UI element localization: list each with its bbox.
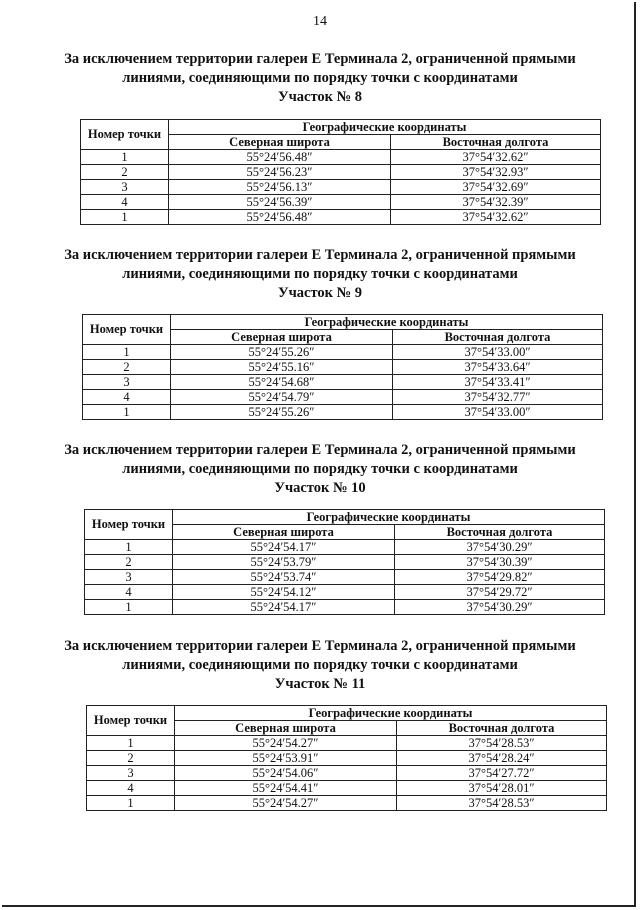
table-row [87, 781, 607, 796]
cell-lon: 37°54′32.62″ [391, 210, 601, 225]
section-heading [0, 637, 640, 694]
cell-lat: 55°24′56.48″ [169, 210, 391, 225]
table-header-row [85, 510, 605, 525]
table-row [87, 751, 607, 766]
heading-line: За исключением территории галереи Е Терминала 2, ограниченной прямыми [64, 247, 576, 263]
cell-point: 1 [81, 150, 169, 165]
cell-lon: 37°54′28.53″ [397, 796, 607, 811]
cell-lat: 55°24′54.17″ [173, 600, 395, 615]
cell-lat: 55°24′54.06″ [175, 766, 397, 781]
cell-lat: 55°24′55.26″ [171, 405, 393, 420]
cell-lon: 37°54′27.72″ [397, 766, 607, 781]
table-row [85, 540, 605, 555]
cell-point: 3 [87, 766, 175, 781]
cell-lon: 37°54′30.29″ [395, 600, 605, 615]
heading-line: линиями, соединяющими по порядку точки с координатами [122, 266, 518, 282]
header-lon: Восточная долгота [393, 330, 603, 345]
cell-lon: 37°54′28.53″ [397, 736, 607, 751]
heading-line: За исключением территории галереи Е Терминала 2, ограниченной прямыми [64, 51, 576, 67]
table-row [85, 585, 605, 600]
section-heading [0, 50, 640, 107]
cell-lat: 55°24′56.39″ [169, 195, 391, 210]
header-geo: Географические координаты [175, 706, 607, 721]
cell-lon: 37°54′32.62″ [391, 150, 601, 165]
cell-point: 4 [81, 195, 169, 210]
table-row [81, 165, 601, 180]
page-number: 14 [313, 14, 327, 29]
section-plot-10 [0, 441, 640, 614]
section-plot-9 [0, 246, 640, 419]
cell-point: 1 [87, 796, 175, 811]
cell-point: 3 [81, 180, 169, 195]
cell-lon: 37°54′29.72″ [395, 585, 605, 600]
cell-lat: 55°24′55.26″ [171, 345, 393, 360]
cell-lon: 37°54′29.82″ [395, 570, 605, 585]
table-header-row [81, 120, 601, 135]
table-row [85, 570, 605, 585]
cell-point: 4 [87, 781, 175, 796]
header-lat: Северная широта [169, 135, 391, 150]
cell-lat: 55°24′54.27″ [175, 736, 397, 751]
table-row [81, 180, 601, 195]
table-row [87, 766, 607, 781]
table-row [87, 796, 607, 811]
cell-lat: 55°24′54.79″ [171, 390, 393, 405]
cell-point: 2 [81, 165, 169, 180]
header-lon: Восточная долгота [391, 135, 601, 150]
cell-lat: 55°24′53.74″ [173, 570, 395, 585]
cell-lon: 37°54′33.00″ [393, 345, 603, 360]
cell-point: 3 [83, 375, 171, 390]
coordinates-table [86, 705, 607, 811]
header-lon: Восточная долгота [397, 721, 607, 736]
cell-lon: 37°54′32.77″ [393, 390, 603, 405]
cell-lon: 37°54′30.29″ [395, 540, 605, 555]
header-lon: Восточная долгота [395, 525, 605, 540]
header-geo: Географические координаты [169, 120, 601, 135]
heading-line: линиями, соединяющими по порядку точки с координатами [122, 657, 518, 673]
table-row [87, 736, 607, 751]
cell-point: 4 [85, 585, 173, 600]
table-row [83, 360, 603, 375]
cell-lat: 55°24′54.12″ [173, 585, 395, 600]
table-row [83, 390, 603, 405]
heading-line: За исключением территории галереи Е Терминала 2, ограниченной прямыми [64, 442, 576, 458]
table-row [81, 195, 601, 210]
heading-line: Участок № 10 [274, 480, 366, 496]
cell-point: 4 [83, 390, 171, 405]
cell-lon: 37°54′30.39″ [395, 555, 605, 570]
cell-lon: 37°54′32.39″ [391, 195, 601, 210]
cell-point: 1 [85, 600, 173, 615]
coordinates-table [84, 509, 605, 615]
section-plot-8 [0, 50, 640, 224]
heading-line: Участок № 9 [277, 285, 363, 301]
section-heading [0, 246, 640, 303]
heading-line: линиями, соединяющими по порядку точки с координатами [122, 70, 518, 86]
header-point: Номер точки [83, 315, 171, 345]
header-lat: Северная широта [171, 330, 393, 345]
cell-point: 1 [83, 345, 171, 360]
table-row [83, 375, 603, 390]
cell-lat: 55°24′53.91″ [175, 751, 397, 766]
cell-point: 2 [87, 751, 175, 766]
header-point: Номер точки [87, 706, 175, 736]
table-row [85, 555, 605, 570]
cell-lat: 55°24′53.79″ [173, 555, 395, 570]
cell-lon: 37°54′33.00″ [393, 405, 603, 420]
cell-point: 1 [83, 405, 171, 420]
cell-point: 2 [85, 555, 173, 570]
table-header-row [87, 706, 607, 721]
heading-line: За исключением территории галереи Е Терминала 2, ограниченной прямыми [64, 638, 576, 654]
section-plot-11 [0, 637, 640, 810]
cell-lat: 55°24′54.17″ [173, 540, 395, 555]
header-geo: Географические координаты [171, 315, 603, 330]
cell-lat: 55°24′54.27″ [175, 796, 397, 811]
table-row [83, 405, 603, 420]
table-row [81, 150, 601, 165]
cell-lat: 55°24′56.13″ [169, 180, 391, 195]
cell-lon: 37°54′28.01″ [397, 781, 607, 796]
cell-lat: 55°24′54.68″ [171, 375, 393, 390]
cell-lon: 37°54′32.93″ [391, 165, 601, 180]
header-point: Номер точки [81, 120, 169, 150]
cell-lon: 37°54′33.64″ [393, 360, 603, 375]
cell-lon: 37°54′33.41″ [393, 375, 603, 390]
header-point: Номер точки [85, 510, 173, 540]
heading-line: Участок № 8 [277, 89, 363, 105]
cell-lon: 37°54′32.69″ [391, 180, 601, 195]
coordinates-table [82, 314, 603, 420]
table-row [81, 210, 601, 225]
table-row [83, 345, 603, 360]
cell-point: 3 [85, 570, 173, 585]
cell-point: 1 [87, 736, 175, 751]
cell-point: 2 [83, 360, 171, 375]
table-header-row [83, 315, 603, 330]
cell-point: 1 [81, 210, 169, 225]
coordinates-table [80, 119, 601, 225]
header-lat: Северная широта [175, 721, 397, 736]
cell-lon: 37°54′28.24″ [397, 751, 607, 766]
table-row [85, 600, 605, 615]
cell-lat: 55°24′56.48″ [169, 150, 391, 165]
heading-line: Участок № 11 [274, 676, 366, 692]
section-heading [0, 441, 640, 498]
header-lat: Северная широта [173, 525, 395, 540]
cell-lat: 55°24′56.23″ [169, 165, 391, 180]
cell-lat: 55°24′54.41″ [175, 781, 397, 796]
cell-lat: 55°24′55.16″ [171, 360, 393, 375]
header-geo: Географические координаты [173, 510, 605, 525]
heading-line: линиями, соединяющими по порядку точки с координатами [122, 461, 518, 477]
cell-point: 1 [85, 540, 173, 555]
